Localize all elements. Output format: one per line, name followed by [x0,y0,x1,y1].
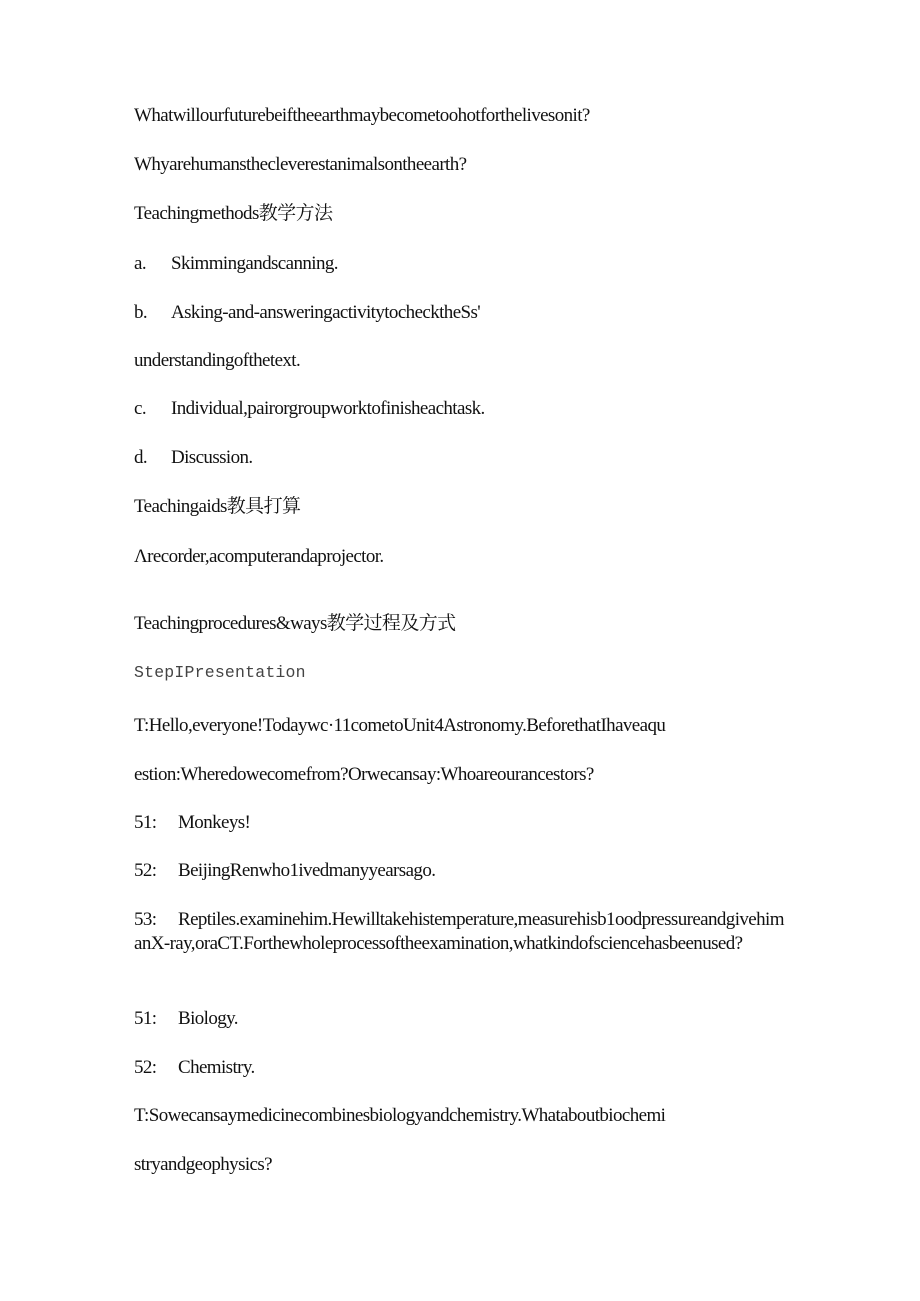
teacher-line-continued: estion:Wheredowecomefrom?Orwecansay:Whoareourancestors? [134,764,594,785]
teacher-line: T:Hello,everyone!Todaywc·11cometoUnit4Astronomy.BeforethatIhaveaqu [134,715,666,736]
speaker-marker: 53: [134,909,157,930]
list-marker: a. [134,253,146,274]
student-text: Reptiles.examinehim.Hewilltakehistemperature,measurehisb1oodpressureandgivehimanX-ray,oraCT.Forthewholeprocessoftheexamination,whatkindofsciencehasbeenused? [134,909,784,954]
student-line [134,1007,238,1031]
student-line [134,1056,255,1080]
student-text: Monkeys! [178,812,251,833]
list-marker: b. [134,302,148,323]
method-text: Individual,pairorgroupworktofinisheachtask. [171,398,485,419]
list-marker: c. [134,398,146,419]
speaker-marker: 52: [134,860,157,881]
student-line [134,859,435,883]
question-humans: Whyarehumansthecleverestanimalsontheearth? [134,154,467,175]
method-text: Discussion. [171,447,253,468]
student-line [134,811,250,835]
student-text: Biology. [178,1008,238,1029]
aids-text: Λrecorder,acomputerandaprojector. [134,546,384,567]
speaker-marker: 51: [134,1008,157,1029]
student-text: Chemistry. [178,1057,255,1078]
step-title: StepIPresentation [134,663,306,682]
method-item [134,252,338,276]
method-text: Asking-and-answeringactivitytochecktheSs' [171,302,481,323]
procedures-heading: Teachingprocedures&ways教学过程及方式 [134,613,456,634]
list-marker: d. [134,447,148,468]
speaker-marker: 52: [134,1057,157,1078]
teacher-line-continued: stryandgeophysics? [134,1154,272,1175]
method-continuation: understandingofthetext. [134,350,301,371]
question-future: Whatwillourfuturebeiftheearthmaybecometoohotforthelivesonit? [134,105,590,126]
method-item [134,397,485,421]
method-item [134,446,253,470]
method-item [134,301,480,325]
student-paragraph [134,908,789,956]
aids-heading: Teachingaids教具打算 [134,496,301,517]
student-text: BeijingRenwho1ivedmanyyearsago. [178,860,436,881]
method-text: Skimmingandscanning. [171,253,338,274]
speaker-marker: 51: [134,812,157,833]
methods-heading: Teachingmethods教学方法 [134,203,333,224]
teacher-line: T:Sowecansaymedicinecombinesbiologyandchemistry.Whataboutbiochemi [134,1105,666,1126]
